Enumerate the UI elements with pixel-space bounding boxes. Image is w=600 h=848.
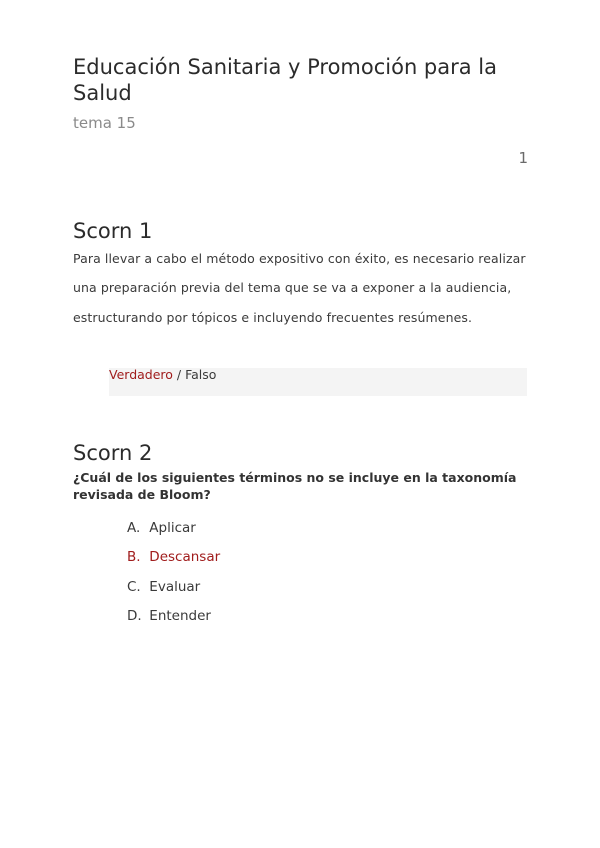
answer-separator: / <box>172 367 186 382</box>
option-letter: D. <box>127 607 142 624</box>
option-b-correct <box>127 548 220 577</box>
option-text: Descansar <box>149 549 221 566</box>
option-a <box>127 519 220 548</box>
option-letter: C. <box>127 578 141 595</box>
option-letter: A. <box>127 520 141 536</box>
scorn2-title: Scorn 2 <box>73 441 153 465</box>
scorn1-title: Scorn 1 <box>73 219 153 243</box>
page-number: 1 <box>518 149 528 167</box>
option-text: Evaluar <box>149 578 201 595</box>
scorn2-options-list <box>127 519 220 636</box>
answer-false: Falso <box>185 367 217 382</box>
option-letter: B. <box>127 549 141 566</box>
option-c <box>127 578 220 607</box>
scorn1-statement: Para llevar a cabo el método expositivo con éxito, es necesario realizar una preparación previa del tema que se va a exponer a la audiencia, estructurando por tópicos e incluyendo frecuentes resúmenes. <box>73 251 526 325</box>
option-text: Aplicar <box>149 520 196 536</box>
answer-true: Verdadero <box>109 367 173 382</box>
scorn2-question: ¿Cuál de los siguientes términos no se incluye en la taxonomía revisada de Bloom? <box>73 470 517 502</box>
option-text: Entender <box>149 607 211 624</box>
document-title: Educación Sanitaria y Promoción para la Salud <box>73 55 498 105</box>
document-subtitle: tema 15 <box>73 114 136 132</box>
scorn1-answer-box <box>109 368 527 396</box>
option-d <box>127 607 220 636</box>
